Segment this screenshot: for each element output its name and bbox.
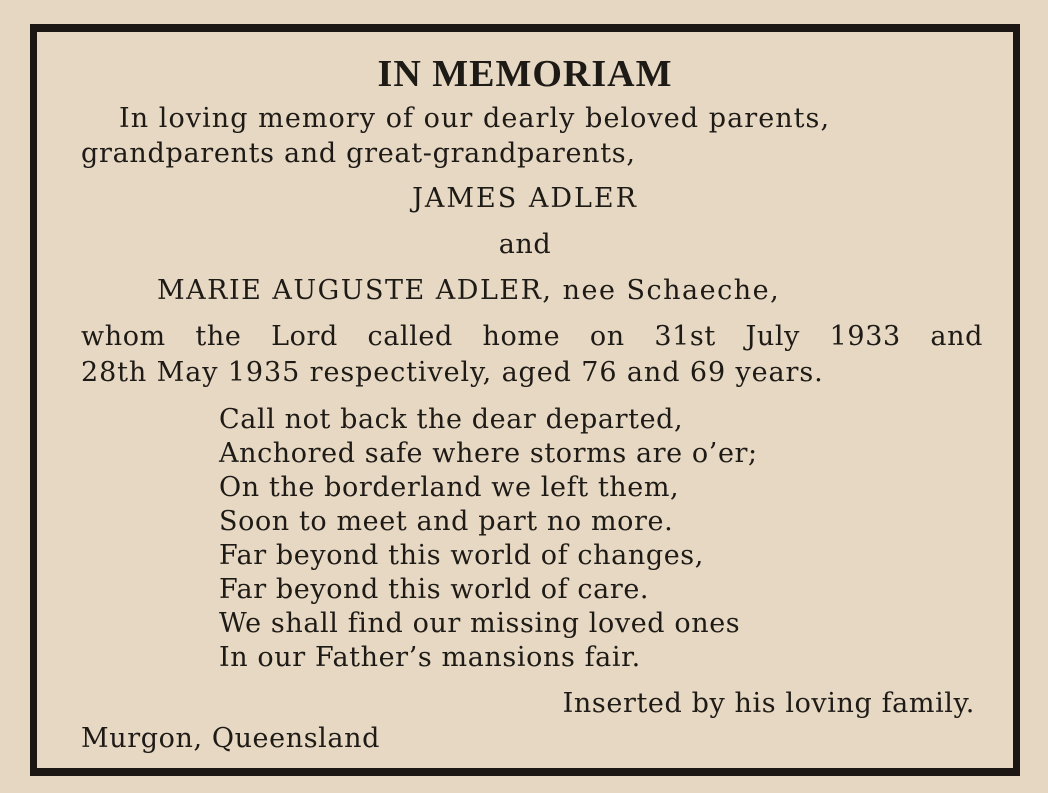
notice-heading: IN MEMORIAM <box>377 53 673 95</box>
verse-line-6: Far beyond this world of care. <box>219 574 650 605</box>
details-line-1: whom the Lord called home on 31st July 1933 and <box>81 321 983 352</box>
intro-line-2: grandparents and great-grandparents, <box>81 138 636 169</box>
memoriam-notice <box>30 24 1020 776</box>
verse-line-3: On the borderland we left them, <box>219 472 680 503</box>
verse-line-8: In our Father’s mansions fair. <box>219 642 641 673</box>
inserted-by-line: Inserted by his loving family. <box>562 688 975 719</box>
verse-line-5: Far beyond this world of changes, <box>219 540 704 571</box>
conjunction-and: and <box>498 229 552 260</box>
details-line-2: 28th May 1935 respectively, aged 76 and 69 years. <box>81 357 824 388</box>
intro-line-1: In loving memory of our dearly beloved parents, <box>119 103 831 134</box>
name-james-adler: JAMES ADLER <box>412 183 638 214</box>
verse-line-2: Anchored safe where storms are o’er; <box>219 438 758 469</box>
location-line: Murgon, Queensland <box>81 723 380 754</box>
name-marie-auguste-adler: MARIE AUGUSTE ADLER, nee Schaeche, <box>157 275 781 306</box>
verse-line-1: Call not back the dear departed, <box>219 404 684 435</box>
verse-line-4: Soon to meet and part no more. <box>219 506 674 537</box>
verse-line-7: We shall find our missing loved ones <box>219 608 741 639</box>
